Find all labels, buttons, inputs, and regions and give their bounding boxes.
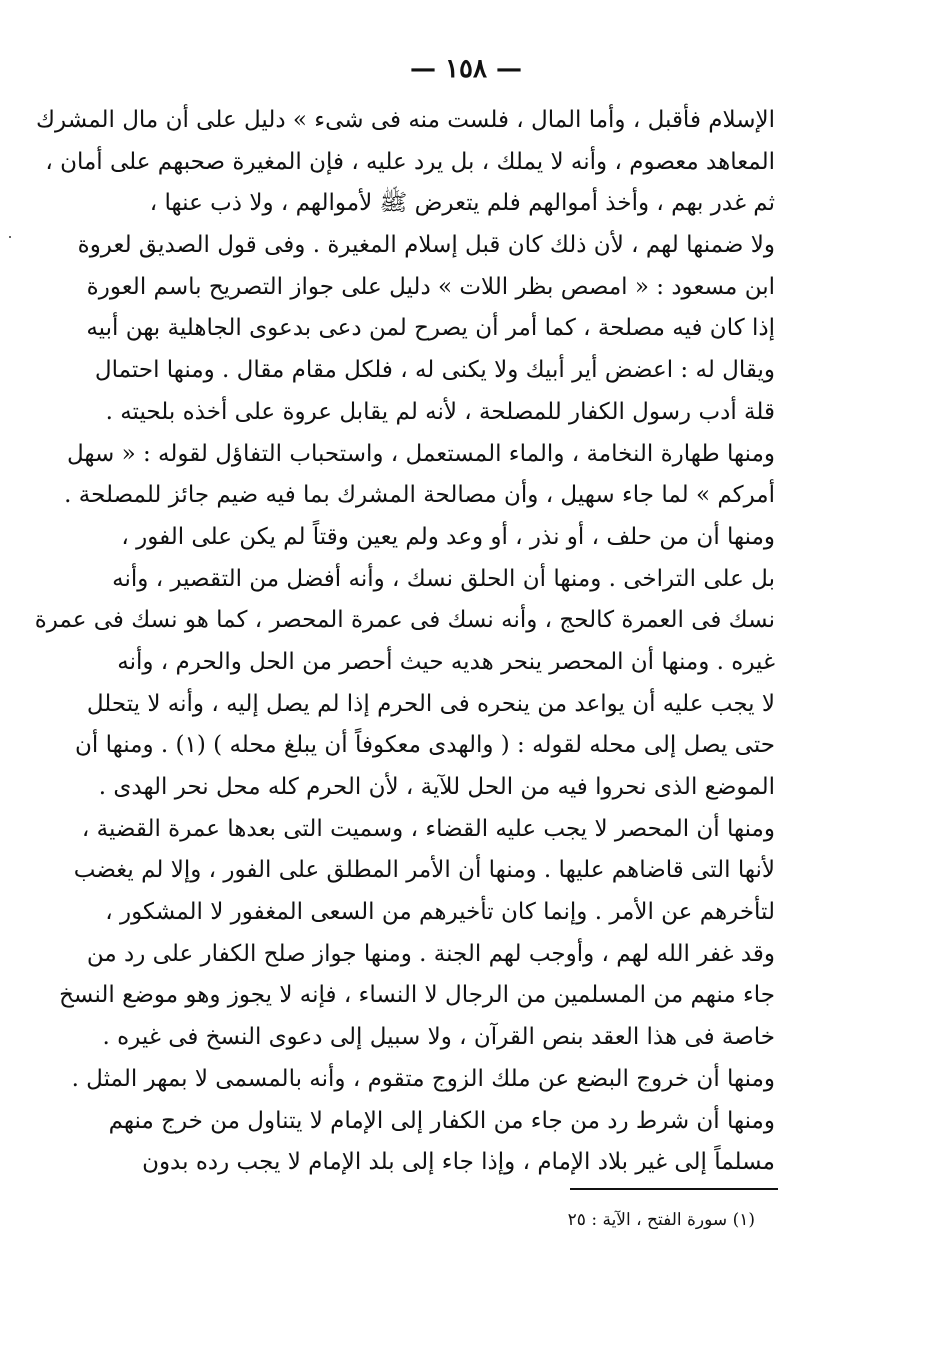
text-line: قلة أدب رسول الكفار للمصلحة ، لأنه لم يقابل عروة على أخذه بلحيته .: [105, 398, 775, 425]
text-line: أمركم » لما جاء سهيل ، وأن مصالحة المشرك بما فيه ضيم جائز للمصلحة .: [64, 482, 775, 509]
text-line: ومنها أن خروج البضع عن ملك الزوج متقوم ، وأنه بالمسمى لا بمهر المثل .: [71, 1065, 775, 1092]
footnote-divider: [570, 1188, 778, 1190]
text-line: بل على التراخى . ومنها أن الحلق نسك ، وأنه أفضل من التقصير ، وأنه: [112, 565, 775, 592]
text-line: حتى يصل إلى محله لقوله : ( والهدى معكوفاً أن يبلغ محله ) (١) . ومنها أن: [75, 732, 775, 759]
text-line: الموضع الذى نحروا فيه من الحل للآية ، لأن الحرم كله محل نحر الهدى .: [98, 774, 775, 800]
text-line: وقد غفر الله لهم ، وأوجب لهم الجنة . ومنها جواز صلح الكفار على رد من: [86, 940, 775, 967]
text-line: ابن مسعود : « امصص بظر اللات » دليل على جواز التصريح باسم العورة: [86, 273, 775, 300]
text-line: ولا ضمنها لهم ، لأن ذلك كان قبل إسلام المغيرة . وفى قول الصديق لعروة: [77, 232, 775, 259]
text-line: ومنها أن المحصر لا يجب عليه القضاء ، وسميت التى بعدها عمرة القضية ،: [81, 815, 775, 842]
text-line: لتأخرهم عن الأمر . وإنما كان تأخيرهم من السعى المغفور لا المشكور ،: [105, 899, 775, 926]
text-line: ثم غدر بهم ، وأخذ أموالهم فلم يتعرض ﷺ لأموالهم ، ولا ذب عنها ،: [149, 190, 775, 217]
text-line: خاصة فى هذا العقد بنص القرآن ، ولا سبيل إلى دعوى النسخ فى غيره .: [102, 1024, 775, 1051]
text-line: ويقال له : اعضض أير أبيك ولا يكنى له ، فلكل مقام مقال . ومنها احتمال: [94, 357, 775, 384]
text-line: ومنها طهارة النخامة ، والماء المستعمل ، واستحباب التفاؤل لقوله : « سهل: [67, 440, 775, 467]
footnote: (١) سورة الفتح ، الآية : ٢٥: [567, 1210, 755, 1230]
text-line: لأنها التى قاضاهم عليها . ومنها أن الأمر المطلق على الفور ، وإلا لم يغضب: [73, 857, 775, 884]
margin-speck: [9, 236, 11, 238]
text-line: المعاهد معصوم ، وأنه لا يملك ، بل يرد عليه ، فإن المغيرة صحبهم على أمان ،: [45, 148, 775, 175]
text-line: إذا كان فيه مصلحة ، كما أمر أن يصرح لمن دعى بدعوى الجاهلية بهن أبيه: [86, 315, 775, 342]
body-text: [34, 100, 775, 1184]
text-line: الإسلام فأقبل ، وأما المال ، فلست منه فى شىء » دليل على أن مال المشرك: [36, 107, 775, 133]
text-line: ومنها أن من حلف ، أو نذر ، أو وعد ولم يعين وقتاً لم يكن على الفور ،: [121, 523, 775, 550]
page-number: — ١٥٨ —: [409, 54, 523, 84]
text-line: مسلماً إلى غير بلاد الإمام ، وإذا جاء إلى بلد الإمام لا يجب رده بدون: [142, 1149, 775, 1176]
text-line: لا يجب عليه أن يواعد من ينحره فى الحرم إذا لم يصل إليه ، وأنه لا يتحلل: [86, 690, 775, 717]
text-line: غيره . ومنها أن المحصر ينحر هديه حيث أحصر من الحل والحرم ، وأنه: [117, 648, 775, 675]
text-line: ومنها أن شرط رد من جاء من الكفار إلى الإمام لا يتناول من خرج منهم: [108, 1107, 775, 1134]
text-line: جاء منهم من المسلمين من الرجال لا النساء ، فإنه لا يجوز وهو موضع النسخ: [59, 982, 775, 1009]
text-line: نسك فى العمرة كالحج ، وأنه نسك فى عمرة المحصر ، كما هو نسك فى عمرة: [34, 607, 775, 634]
